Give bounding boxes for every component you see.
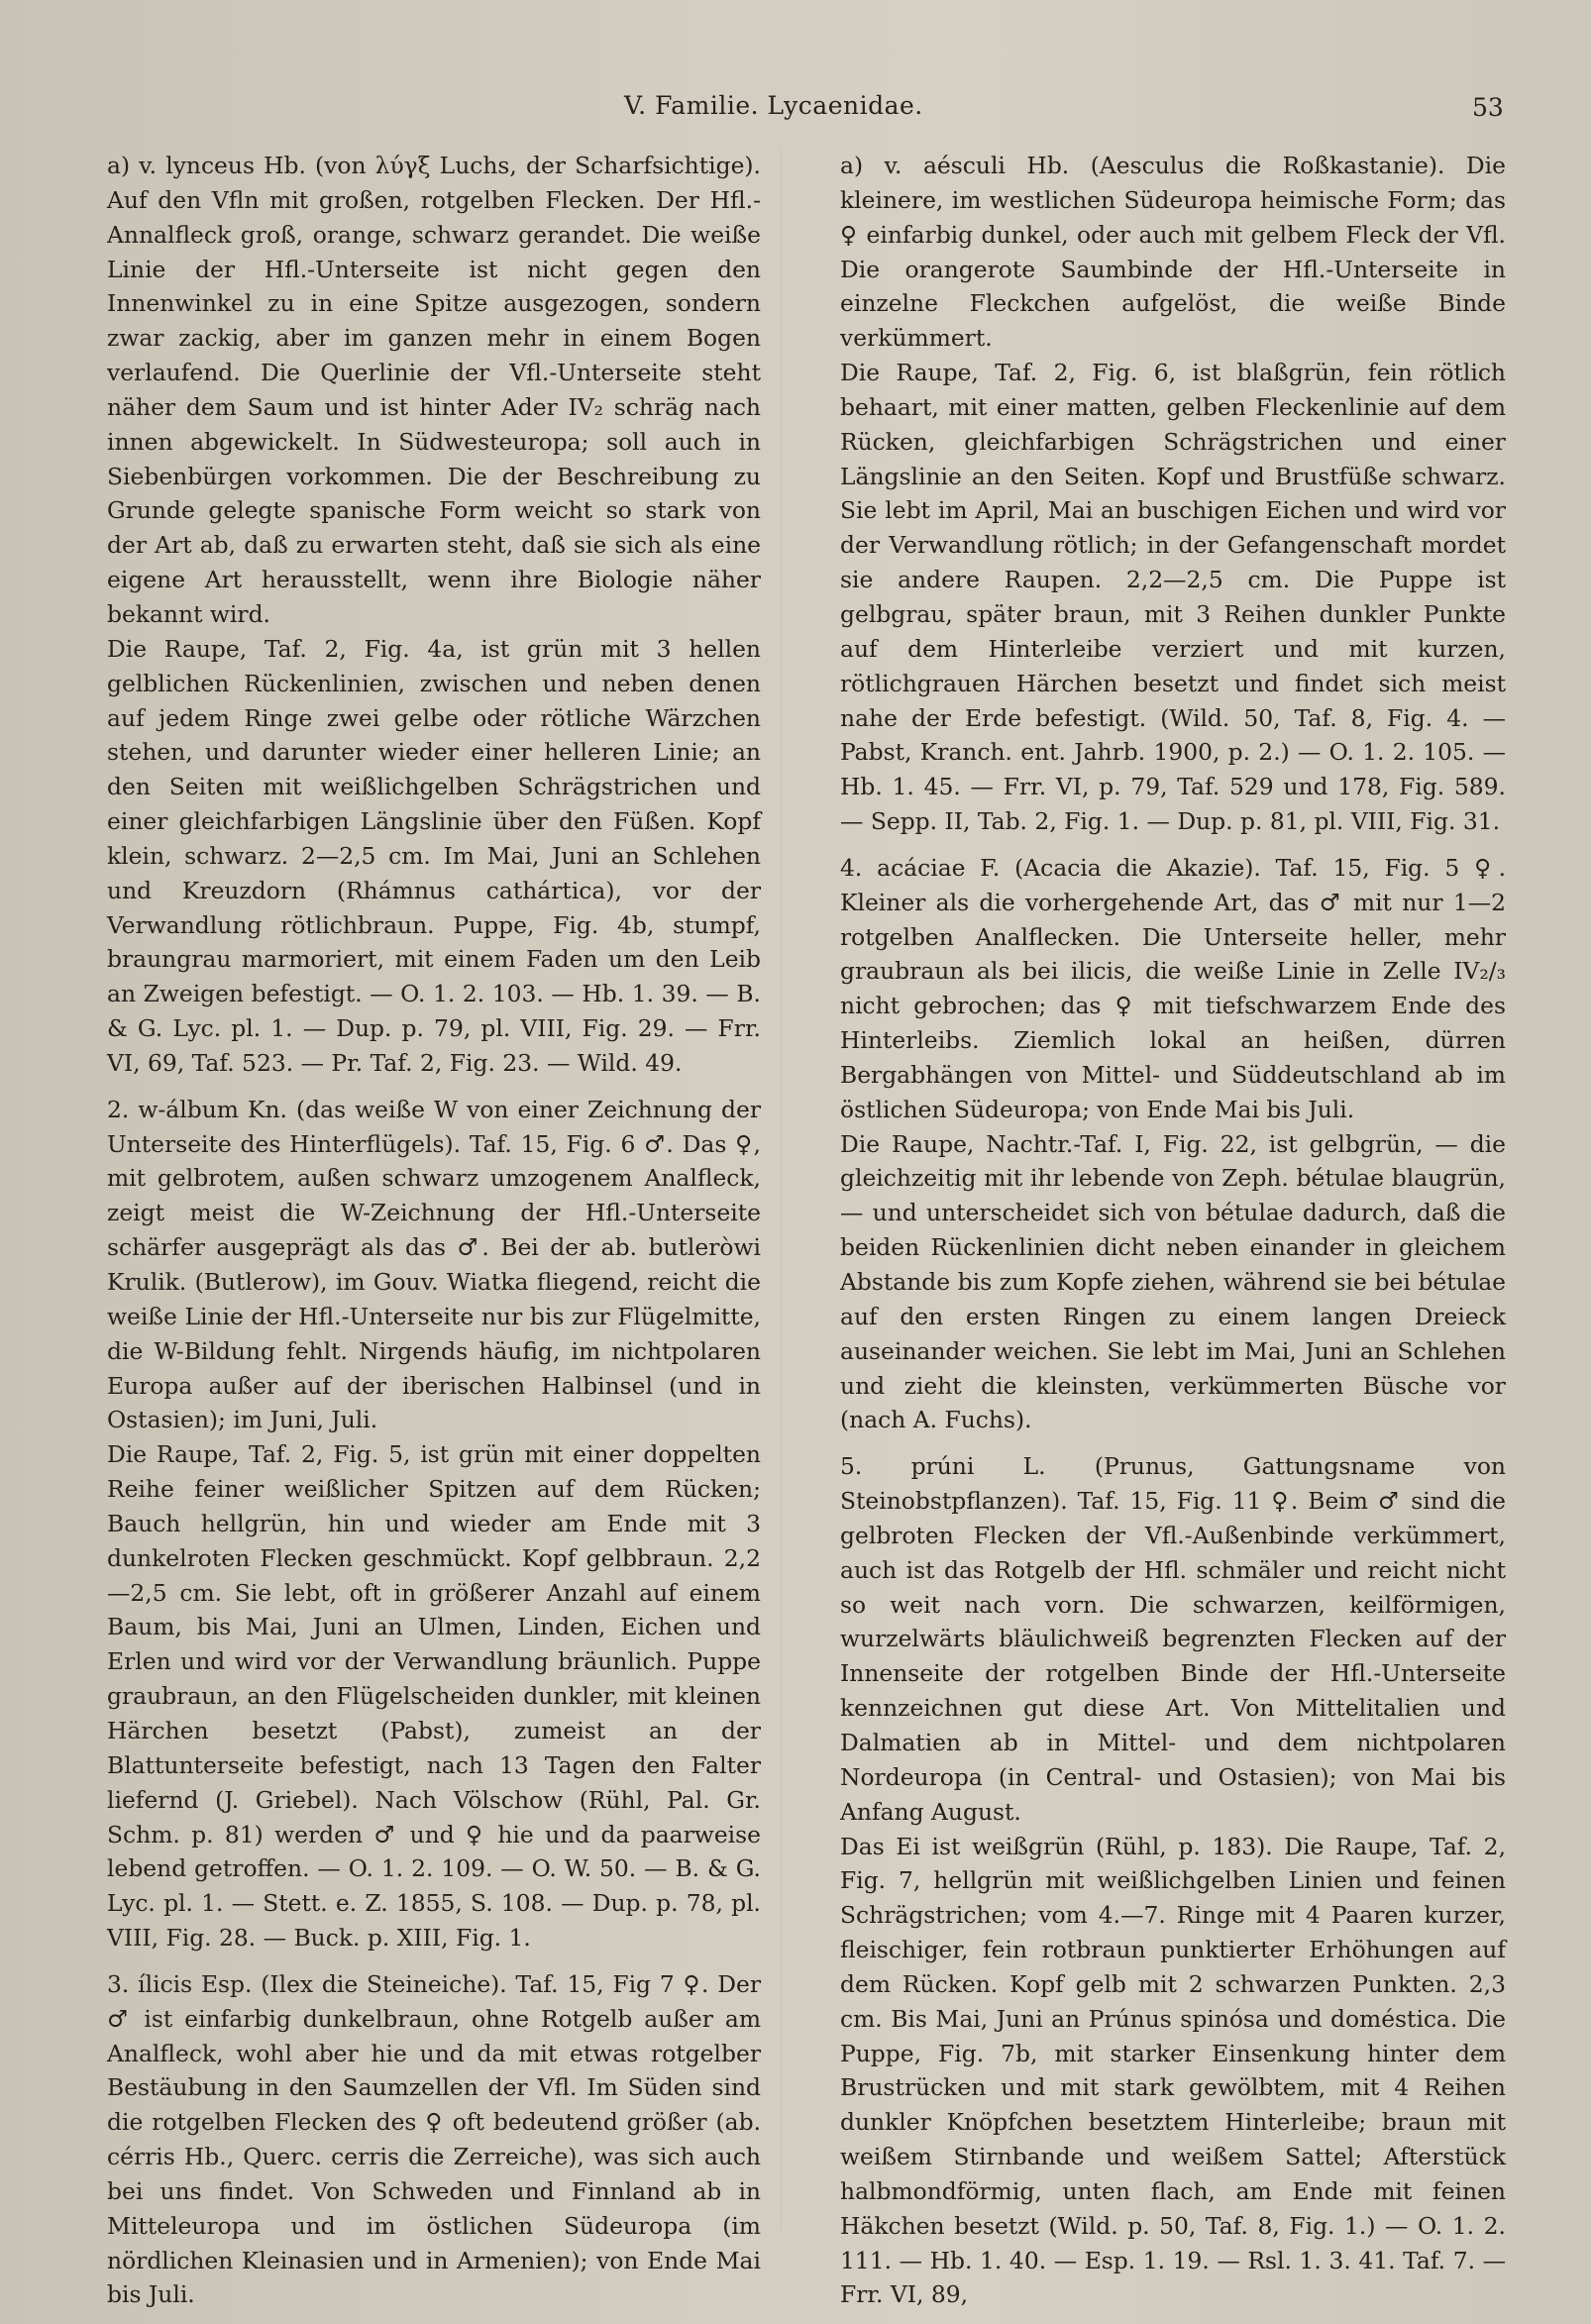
paragraph-w-album: 2. w-álbum Kn. (das weiße W von einer Zeichnung der Unterseite des Hinterflügels). Taf. 15, Fig. 6 ♂. Das ♀, mit gelbrotem, außen schwarz umzogenem Analfleck, zeigt meist die W-Zeichnung der Hfl.-Unterseite schärfer ausgeprägt als das ♂. Bei der ab. butleròwi Krulik. (Butlerow), im Gouv. Wiatka fliegend, reicht die weiße Linie der Hfl.-Unterseite nur bis zur Flügelmitte, die W-Bildung fehlt. Nirgends häufig, im nichtpolaren Europa außer auf der iberischen Halbinsel (und in Ostasien); im Juni, Juli. [107,1095,761,1434]
paragraph-lynceus: a) v. lynceus Hb. (von λύγξ Luchs, der Scharfsichtige). Auf den Vfln mit großen, rotgelben Flecken. Der Hfl.-Annalfleck groß, orange, schwarz gerandet. Die weiße Linie der Hfl.-Unterseite ist nicht gegen den Innenwinkel zu in eine Spitze ausgezogen, sondern zwar zackig, aber im ganzen mehr in einem Bogen verlaufend. Die Querlinie der Vfl.-Unterseite steht näher dem Saum und ist hinter Ader IV₂ schräg nach innen abgewickelt. In Südwesteuropa; soll auch in Siebenbürgen vorkommen. Die der Beschreibung zu Grunde gelegte spanische Form weicht so stark von der Art ab, daß zu erwarten steht, daß sie sich als eine eigene Art herausstellt, wenn ihre Biologie näher bekannt wird. [107,152,761,628]
paragraph-aesculi: a) v. aésculi Hb. (Aesculus die Roßkastanie). Die kleinere, im westlichen Südeuropa heimische Form; das ♀ einfarbig dunkel, oder auch mit gelbem Fleck der Vfl. Die orangerote Saumbinde der Hfl.-Unterseite in einzelne Fleckchen aufgelöst, die weiße Binde verkümmert. [840,152,1506,353]
page-number: 53 [1472,93,1504,122]
paragraph-lynceus-raupe: Die Raupe, Taf. 2, Fig. 4a, ist grün mit 3 hellen gelblichen Rückenlinien, zwischen und neben denen auf jedem Ringe zwei gelbe oder rötliche Wärzchen stehen, und darunter wieder einer helleren Linie; an den Seiten mit weißlichgelben Schrägstrichen und einer gleichfarbigen Längslinie über den Füßen. Kopf klein, schwarz. 2—2,5 cm. Im Mai, Juni an Schlehen und Kreuzdorn (Rhámnus cathártica), vor der Verwandlung rötlichbraun. Puppe, Fig. 4b, stumpf, braungrau marmoriert, mit einem Faden um den Leib an Zweigen befestigt. — O. 1. 2. 103. — Hb. 1. 39. — B. & G. Lyc. pl. 1. — Dup. p. 79, pl. VIII, Fig. 29. — Frr. VI, 69, Taf. 523. — Pr. Taf. 2, Fig. 23. — Wild. 49. [107,634,761,1077]
right-column [840,149,1506,2312]
paragraph-pruni-ei-raupe: Das Ei ist weißgrün (Rühl, p. 183). Die Raupe, Taf. 2, Fig. 7, hellgrün mit weißlichgelben Linien und feinen Schrägstrichen; vom 4.—7. Ringe mit 4 Paaren kurzer, fleischiger, fein rotbraun punktierter Erhöhungen auf dem Rücken. Kopf gelb mit 2 schwarzen Punkten. 2,3 cm. Bis Mai, Juni an Prúnus spinósa und doméstica. Die Puppe, Fig. 7b, mit starker Einsenkung hinter dem Brustrücken und mit stark gewölbtem, mit 4 Reihen dunkler Knöpfchen besetztem Hinterleibe; braun mit weißem Stirnbande und weißem Sattel; Afterstück halbmondförmig, unten flach, am Ende mit feinen Häkchen besetzt (Wild. p. 50, Taf. 8, Fig. 1.) — O. 1. 2. 111. — Hb. 1. 40. — Esp. 1. 19. — Rsl. 1. 3. 41. Taf. 7. — Frr. VI, 89, [840,1832,1506,2309]
paragraph-pruni: 5. prúni L. (Prunus, Gattungsname von Steinobstpflanzen). Taf. 15, Fig. 11 ♀. Beim ♂ sind die gelbroten Flecken der Vfl.-Außenbinde verkümmert, auch ist das Rotgelb der Hfl. schmäler und reicht nicht so weit nach vorn. Die schwarzen, keilförmigen, wurzelwärts bläulichweiß begrenzten Flecken auf der Innenseite der rotgelben Binde der Hfl.-Unterseite kennzeichnen gut diese Art. Von Mittelitalien und Dalmatien ab in Mittel- und dem nichtpolaren Nordeuropa (in Central- und Ostasien); von Mai bis Anfang August. [840,1452,1506,1826]
paragraph-acaciae-raupe: Die Raupe, Nachtr.-Taf. I, Fig. 22, ist gelbgrün, — die gleichzeitig mit ihr lebende von Zeph. bétulae blaugrün, — und unterscheidet sich von bétulae dadurch, daß die beiden Rückenlinien dicht neben einander in gleichem Abstande bis zum Kopfe ziehen, während sie bei bétulae auf den ersten Ringen zu einem langen Dreieck auseinander weichen. Sie lebt im Mai, Juni an Schlehen und zieht die kleinsten, verkümmerten Büsche vor (nach A. Fuchs). [840,1129,1506,1434]
paragraph-acaciae: 4. acáciae F. (Acacia die Akazie). Taf. 15, Fig. 5 ♀. Kleiner als die vorhergehende Art, das ♂ mit nur 1—2 rotgelben Analflecken. Die Unterseite heller, mehr graubraun als bei ilicis, die weiße Linie in Zelle IV₂/₃ nicht gebrochen; das ♀ mit tiefschwarzem Ende des Hinterleibs. Ziemlich lokal an heißen, dürren Bergabhängen von Mittel- und Süddeutschland ab im östlichen Südeuropa; von Ende Mai bis Juli. [840,853,1506,1123]
running-title: V. Familie. Lycaenidae. [624,91,923,120]
paragraph-ilicis: 3. ílicis Esp. (Ilex die Steineiche). Taf. 15, Fig 7 ♀. Der ♂ ist einfarbig dunkelbraun, ohne Rotgelb außer am Analfleck, wohl aber hie und da mit etwas rotgelber Bestäubung in den Saumzellen der Vfl. Im Süden sind die rotgelben Flecken des ♀ oft bedeutend größer (ab. cérris Hb., Querc. cerris die Zerreiche), was sich auch bei uns findet. Von Schweden und Finnland ab in Mitteleuropa und im östlichen Südeuropa (im nördlichen Kleinasien und in Armenien); von Ende Mai bis Juli. [107,1969,761,2309]
column-divider [781,149,782,2229]
running-header [0,91,1591,131]
paragraph-w-album-raupe: Die Raupe, Taf. 2, Fig. 5, ist grün mit einer doppelten Reihe feiner weißlicher Spitzen auf dem Rücken; Bauch hellgrün, hin und wieder am Ende mit 3 dunkelroten Flecken geschmückt. Kopf gelbbraun. 2,2—2,5 cm. Sie lebt, oft in größerer Anzahl auf einem Baum, bis Mai, Juni an Ulmen, Linden, Eichen und Erlen und wird vor der Verwandlung bräunlich. Puppe graubraun, an den Flügelscheiden dunkler, mit kleinen Härchen besetzt (Pabst), zumeist an der Blattunterseite befestigt, nach 13 Tagen den Falter liefernd (J. Griebel). Nach Völschow (Rühl, Pal. Gr. Schm. p. 81) werden ♂ und ♀ hie und da paarweise lebend getroffen. — O. 1. 2. 109. — O. W. 50. — B. & G. Lyc. pl. 1. — Stett. e. Z. 1855, S. 108. — Dup. p. 78, pl. VIII, Fig. 28. — Buck. p. XIII, Fig. 1. [107,1440,761,1953]
left-column [107,149,761,2312]
paragraph-aesculi-raupe: Die Raupe, Taf. 2, Fig. 6, ist blaßgrün, fein rötlich behaart, mit einer matten, gelben Fleckenlinie auf dem Rücken, gleichfarbigen Schrägstrichen und einer Längslinie an den Seiten. Kopf und Brustfüße schwarz. Sie lebt im April, Mai an buschigen Eichen und wird vor der Verwandlung rötlich; in der Gefangenschaft mordet sie andere Raupen. 2,2—2,5 cm. Die Puppe ist gelbgrau, später braun, mit 3 Reihen dunkler Punkte auf dem Hinterleibe verziert und mit kurzen, rötlichgrauen Härchen besetzt und findet sich meist nahe der Erde befestigt. (Wild. 50, Taf. 8, Fig. 4. — Pabst, Kranch. ent. Jahrb. 1900, p. 2.) — O. 1. 2. 105. — Hb. 1. 45. — Frr. VI, p. 79, Taf. 529 und 178, Fig. 589. — Sepp. II, Tab. 2, Fig. 1. — Dup. p. 81, pl. VIII, Fig. 31. [840,359,1506,836]
